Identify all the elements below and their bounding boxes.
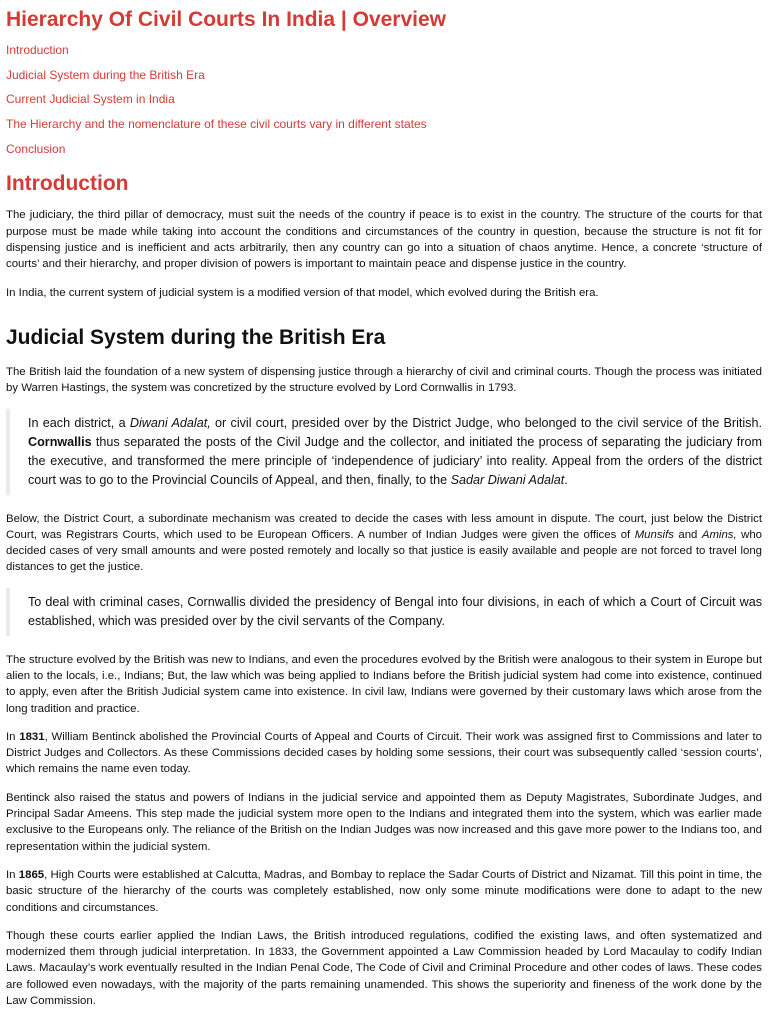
paragraph <box>6 867 762 916</box>
paragraph: The structure evolved by the British was new to Indians, and even the procedures evolved by the British were analogous to their system in Europe but alien to the locals, i.e., Indians; But, the law which was being applied to Indians before the British judicial system had come into existence, continued to apply, even after the British Judicial system came into existence. In civil law, Indians were governed by their customary laws which arose from the long tradition and practice. <box>6 653 762 715</box>
text-run: In each district, a <box>28 415 130 430</box>
page-title: Hierarchy Of Civil Courts In India | Overview <box>6 8 447 31</box>
paragraph <box>6 511 762 576</box>
emphasis: Diwani Adalat, <box>129 415 211 430</box>
toc-item <box>6 136 762 161</box>
emphasis: Munsifs <box>634 528 674 541</box>
toc-link-conclusion[interactable]: Conclusion <box>6 141 66 156</box>
text-run: , High Courts were established at Calcutta, Madras, and Bombay to replace the Sadar Courts of District and Nizamat. Till this point in time, the basic structure of the hierarchy of the courts was completely established, now only some minute modifications were done to adapt to the new conditions and circumstances. <box>6 868 762 914</box>
paragraph: The British laid the foundation of a new system of dispensing justice through a hierarchy of civil and criminal courts. Though the process was initiated by Warren Hastings, the system was concretized by the structure evolved by Lord Cornwallis in 1793. <box>6 365 762 395</box>
toc-link-introduction[interactable]: Introduction <box>6 43 69 57</box>
emphasis: Sadar Diwani Adalat <box>450 472 565 487</box>
section-heading-british-era: Judicial System during the British Era <box>6 325 386 349</box>
text-run: Below, the District Court, a subordinate mechanism was created to decide the cases with less amount in dispute. The court, just below the District Court, was Registrars Courts, which used to be European Officers. A number of Indian Judges were given the offices of <box>6 512 762 541</box>
paragraph: Bentinck also raised the status and powers of Indians in the judicial service and appointed them as Deputy Magistrates, Subordinate Judges, and Principal Sadar Ameens. This step made the judicial system more open to the Indians and integrated them into the system, which was earlier made exclusive to the Europeans only. The reliance of the British on the Indian Judges was now increased and this gave more power to the Indians too, and representation within the judicial system. <box>6 791 762 853</box>
toc-item <box>6 111 762 136</box>
blockquote <box>6 409 762 495</box>
toc-link-current-system[interactable]: Current Judicial System in India <box>6 92 175 107</box>
text-run: and <box>673 528 702 541</box>
paragraph: In India, the current system of judicial system is a modified version of that model, which evolved during the British era. <box>6 286 599 299</box>
toc-link-british-era[interactable]: Judicial System during the British Era <box>6 67 205 82</box>
text-run: In <box>6 730 20 743</box>
emphasis: Amins, <box>701 528 737 541</box>
text-run: , William Bentinck abolished the Provincial Courts of Appeal and Courts of Circuit. Their work was assigned first to Commissions and later to District Judges and Collectors. As these Commissions decided cases by holding some sessions, their court was subsequently called ‘session courts’, which remains the name even today. <box>6 730 762 776</box>
text-run: . <box>564 472 568 487</box>
strong: Cornwallis <box>28 434 92 449</box>
toc-item <box>6 37 762 62</box>
paragraph: The judiciary, the third pillar of democracy, must suit the needs of the country if peace is to exist in the country. The structure of the courts for that purpose must be made while taking into account the conditions and circumstances of the country in question, because the structure is not fit for dispensing justice and is inefficient and acts arbitrarily, then any country can go into a situation of chaos anytime. Hence, a concrete ‘structure of courts’ and their hierarchy, and proper division of powers is important to maintain peace and dispense justice in the country. <box>6 209 762 271</box>
toc-item <box>6 86 762 111</box>
table-of-contents <box>6 37 762 160</box>
strong: 1831 <box>19 730 45 743</box>
paragraph <box>6 729 762 778</box>
text-run: who decided cases of very small amounts and were posted remotely and locally so that justice is easily available and people are not forced to travel long distances to get the justice. <box>6 528 763 574</box>
text-run: or civil court, presided over by the District Judge, who belonged to the civil service of the British. <box>210 415 762 430</box>
text-run: thus separated the posts of the Civil Judge and the collector, and initiated the process of separating the judiciary from the executive, and transformed the mere principle of ‘independence of judiciary’ into reality. Appeal from the orders of the district court was to go to the Provincial Councils of Appeal, and then, finally, to the <box>28 434 762 487</box>
toc-link-hierarchy-nomenclature[interactable]: The Hierarchy and the nomenclature of these civil courts vary in different states <box>6 117 427 132</box>
strong: 1865 <box>18 868 45 881</box>
paragraph: Though these courts earlier applied the Indian Laws, the British introduced regulations, codified the existing laws, and often systematized and modernized them through judicial interpretation. In 1833, the Government appointed a Law Commission headed by Lord Macaulay to codify Indian Laws. Macaulay’s work eventually resulted in the Indian Penal Code, The Code of Civil and Criminal Procedure and other codes of laws. These codes are followed even nowadays, with the majority of the parts remaining unamended. This shows the superiority and fineness of the work done by the Law Commission. <box>6 929 762 1008</box>
blockquote: To deal with criminal cases, Cornwallis divided the presidency of Bengal into four divisions, in each of which a Court of Circuit was established, which was presided over by the civil servants of the Company. <box>6 588 762 636</box>
section-heading-introduction: Introduction <box>6 172 129 196</box>
toc-item <box>6 62 762 87</box>
text-run: In <box>6 868 19 881</box>
